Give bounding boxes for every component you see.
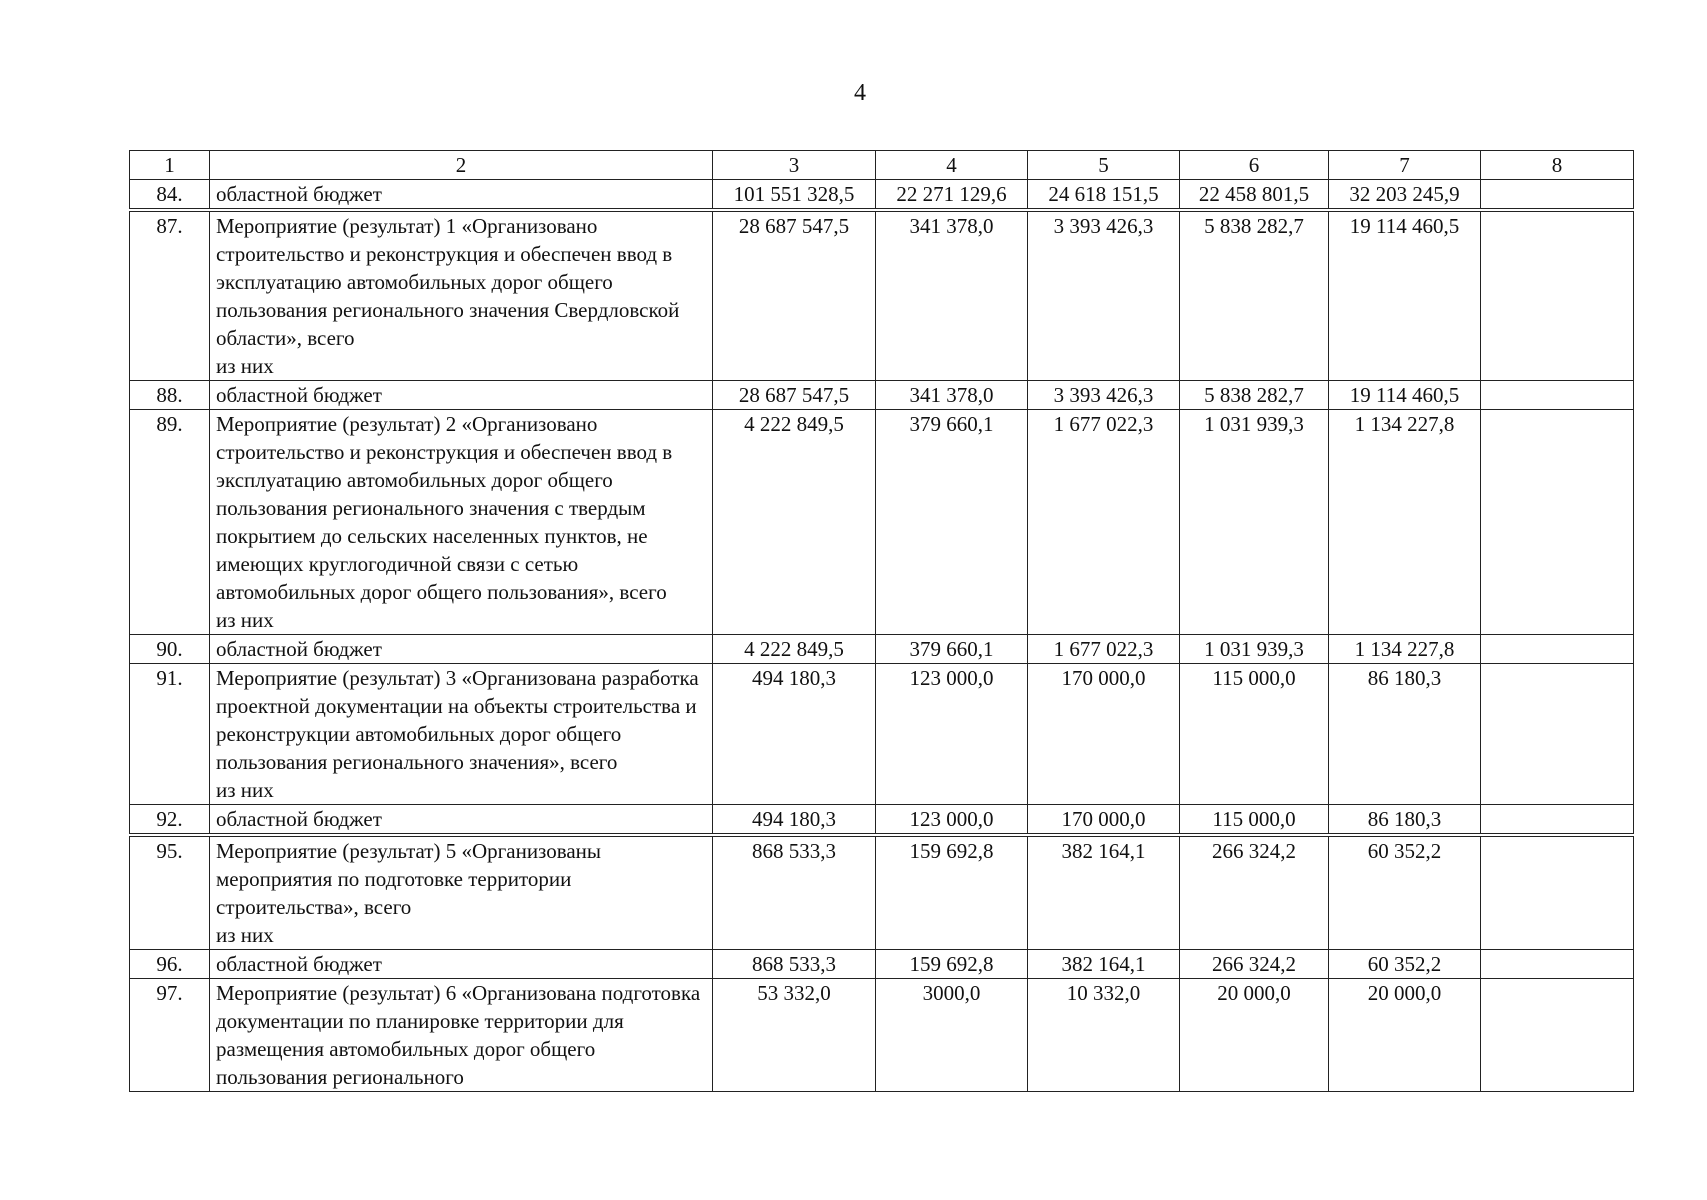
value-cell: 28 687 547,5 <box>713 210 876 381</box>
value-cell <box>1481 805 1634 836</box>
value-cell: 3 393 426,3 <box>1028 381 1180 410</box>
value-cell: 1 031 939,3 <box>1180 635 1329 664</box>
table-row <box>130 410 1634 635</box>
value-cell: 1 134 227,8 <box>1329 635 1481 664</box>
table-row <box>130 835 1634 950</box>
table-row <box>130 180 1634 211</box>
value-cell: 123 000,0 <box>876 805 1028 836</box>
row-number: 88. <box>130 381 210 410</box>
value-cell: 22 271 129,6 <box>876 180 1028 211</box>
value-cell: 3000,0 <box>876 979 1028 1092</box>
value-cell: 4 222 849,5 <box>713 635 876 664</box>
value-cell: 24 618 151,5 <box>1028 180 1180 211</box>
row-description: областной бюджет <box>210 635 713 664</box>
value-cell: 170 000,0 <box>1028 805 1180 836</box>
column-header: 6 <box>1180 151 1329 180</box>
column-header: 7 <box>1329 151 1481 180</box>
value-cell: 19 114 460,5 <box>1329 381 1481 410</box>
value-cell: 4 222 849,5 <box>713 410 876 635</box>
value-cell: 382 164,1 <box>1028 950 1180 979</box>
value-cell: 20 000,0 <box>1180 979 1329 1092</box>
value-cell: 382 164,1 <box>1028 835 1180 950</box>
row-number: 96. <box>130 950 210 979</box>
value-cell <box>1481 381 1634 410</box>
value-cell: 341 378,0 <box>876 210 1028 381</box>
value-cell <box>1481 664 1634 805</box>
value-cell: 159 692,8 <box>876 835 1028 950</box>
value-cell: 115 000,0 <box>1180 805 1329 836</box>
value-cell: 1 677 022,3 <box>1028 635 1180 664</box>
value-cell: 60 352,2 <box>1329 950 1481 979</box>
page-number: 4 <box>854 80 866 106</box>
row-description: областной бюджет <box>210 180 713 211</box>
budget-table <box>129 150 1634 1092</box>
value-cell <box>1481 950 1634 979</box>
row-description: Мероприятие (результат) 6 «Организована подготовка документации по планировке территории для размещения автомобильных дорог общего пользования регионального <box>210 979 713 1092</box>
value-cell <box>1481 410 1634 635</box>
value-cell: 123 000,0 <box>876 664 1028 805</box>
value-cell: 10 332,0 <box>1028 979 1180 1092</box>
column-header: 8 <box>1481 151 1634 180</box>
table-row <box>130 979 1634 1092</box>
value-cell: 170 000,0 <box>1028 664 1180 805</box>
value-cell: 379 660,1 <box>876 635 1028 664</box>
value-cell <box>1481 979 1634 1092</box>
value-cell: 19 114 460,5 <box>1329 210 1481 381</box>
value-cell: 494 180,3 <box>713 664 876 805</box>
value-cell: 115 000,0 <box>1180 664 1329 805</box>
row-number: 92. <box>130 805 210 836</box>
value-cell: 32 203 245,9 <box>1329 180 1481 211</box>
value-cell <box>1481 635 1634 664</box>
value-cell: 159 692,8 <box>876 950 1028 979</box>
value-cell: 28 687 547,5 <box>713 381 876 410</box>
value-cell: 5 838 282,7 <box>1180 210 1329 381</box>
row-number: 97. <box>130 979 210 1092</box>
row-description: Мероприятие (результат) 2 «Организовано строительство и реконструкция и обеспечен ввод в эксплуатацию автомобильных дорог общего пользования регионального значения с твердым покрытием до сельских населенных пунктов, не имеющих круглогодичной связи с сетью автомобильных дорог общего пользования», всего из них <box>210 410 713 635</box>
row-number: 87. <box>130 210 210 381</box>
row-description: Мероприятие (результат) 1 «Организовано строительство и реконструкция и обеспечен ввод в эксплуатацию автомобильных дорог общего пользования регионального значения Свердловской области», всего из них <box>210 210 713 381</box>
value-cell: 494 180,3 <box>713 805 876 836</box>
row-description: областной бюджет <box>210 950 713 979</box>
value-cell: 22 458 801,5 <box>1180 180 1329 211</box>
table-row <box>130 664 1634 805</box>
value-cell: 3 393 426,3 <box>1028 210 1180 381</box>
row-number: 84. <box>130 180 210 211</box>
table-row <box>130 381 1634 410</box>
value-cell: 86 180,3 <box>1329 805 1481 836</box>
value-cell: 1 031 939,3 <box>1180 410 1329 635</box>
row-number: 89. <box>130 410 210 635</box>
row-number: 95. <box>130 835 210 950</box>
value-cell: 5 838 282,7 <box>1180 381 1329 410</box>
row-description: областной бюджет <box>210 381 713 410</box>
value-cell: 60 352,2 <box>1329 835 1481 950</box>
value-cell: 379 660,1 <box>876 410 1028 635</box>
table-row <box>130 210 1634 381</box>
column-header: 5 <box>1028 151 1180 180</box>
table-row <box>130 805 1634 836</box>
value-cell: 86 180,3 <box>1329 664 1481 805</box>
value-cell: 868 533,3 <box>713 835 876 950</box>
table-row <box>130 635 1634 664</box>
column-header: 4 <box>876 151 1028 180</box>
table-row <box>130 950 1634 979</box>
value-cell: 101 551 328,5 <box>713 180 876 211</box>
value-cell: 53 332,0 <box>713 979 876 1092</box>
value-cell: 266 324,2 <box>1180 835 1329 950</box>
value-cell: 341 378,0 <box>876 381 1028 410</box>
value-cell: 1 134 227,8 <box>1329 410 1481 635</box>
table-header-row <box>130 151 1634 180</box>
row-number: 91. <box>130 664 210 805</box>
row-description: Мероприятие (результат) 3 «Организована разработка проектной документации на объекты строительства и реконструкции автомобильных дорог общего пользования регионального значения», всего из них <box>210 664 713 805</box>
value-cell: 266 324,2 <box>1180 950 1329 979</box>
column-header: 2 <box>210 151 713 180</box>
column-header: 3 <box>713 151 876 180</box>
value-cell: 1 677 022,3 <box>1028 410 1180 635</box>
row-description: областной бюджет <box>210 805 713 836</box>
row-number: 90. <box>130 635 210 664</box>
column-header: 1 <box>130 151 210 180</box>
value-cell <box>1481 180 1634 211</box>
value-cell <box>1481 210 1634 381</box>
value-cell: 20 000,0 <box>1329 979 1481 1092</box>
row-description: Мероприятие (результат) 5 «Организованы мероприятия по подготовке территории строительства», всего из них <box>210 835 713 950</box>
value-cell <box>1481 835 1634 950</box>
value-cell: 868 533,3 <box>713 950 876 979</box>
